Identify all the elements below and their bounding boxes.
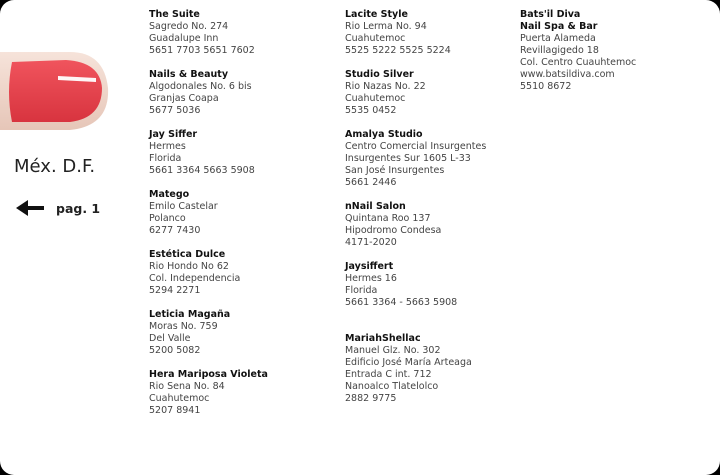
salon-detail-line: 5207 8941	[149, 405, 201, 416]
salon-name: Bats'il Diva	[520, 9, 581, 20]
salon-detail-line: Florida	[149, 153, 182, 164]
salon-detail-line: 5651 7703 5651 7602	[149, 45, 255, 56]
salon-detail-line: Edificio José María Arteaga	[345, 357, 472, 368]
salon-detail-line: Entrada C int. 712	[345, 369, 432, 380]
salon-entry	[149, 189, 319, 237]
salon-detail-line: Del Valle	[149, 333, 191, 344]
salon-detail-line: 5661 2446	[345, 177, 397, 188]
salon-website-link[interactable]: www.batsildiva.com	[520, 69, 615, 80]
salon-name: Hera Mariposa Violeta	[149, 369, 268, 380]
salon-name: Jaysiffert	[345, 261, 394, 272]
salon-name: Matego	[149, 189, 190, 200]
salon-entry	[149, 129, 319, 177]
salon-name: MariahShellac	[345, 333, 421, 344]
salon-detail-line: Sagredo No. 274	[149, 21, 229, 32]
salon-detail-line: Cuahutemoc	[345, 93, 406, 104]
salon-detail-line: Cuahutemoc	[149, 393, 210, 404]
salon-entry	[345, 261, 520, 309]
salon-detail-line: Quintana Roo 137	[345, 213, 431, 224]
salon-entry	[149, 249, 319, 297]
salon-name: Leticia Magaña	[149, 309, 231, 320]
salon-name: nNail Salon	[345, 201, 406, 212]
salon-name: Estética Dulce	[149, 249, 226, 260]
location-label: Méx. D.F.	[14, 156, 96, 177]
salon-detail-line: Manuel Glz. No. 302	[345, 345, 441, 356]
salon-detail-line: Rio Sena No. 84	[149, 381, 225, 392]
salon-detail-line: 5294 2271	[149, 285, 201, 296]
salon-entry	[149, 369, 319, 417]
salon-detail-line: Rio Nazas No. 22	[345, 81, 426, 92]
salon-detail-line: Insurgentes Sur 1605 L-33	[345, 153, 471, 164]
salon-detail-line: Guadalupe Inn	[149, 33, 219, 44]
salon-name: Lacite Style	[345, 9, 408, 20]
salon-detail-line: Centro Comercial Insurgentes	[345, 141, 487, 152]
salon-detail-line: Florida	[345, 285, 378, 296]
salon-detail-line: Moras No. 759	[149, 321, 218, 332]
salon-detail-line: Algodonales No. 6 bis	[149, 81, 252, 92]
salon-entry	[149, 9, 319, 57]
salon-entry	[520, 9, 710, 93]
salon-entry	[345, 201, 520, 249]
salon-name: Jay Siffer	[149, 129, 198, 140]
salon-entry	[345, 69, 520, 117]
salon-entry	[345, 333, 520, 405]
salon-detail-line: 4171-2020	[345, 237, 397, 248]
salon-detail-line: Revillagigedo 18	[520, 45, 599, 56]
salon-entry	[345, 129, 520, 189]
salon-detail-line: 5525 5222 5525 5224	[345, 45, 451, 56]
salon-detail-line: 6277 7430	[149, 225, 201, 236]
salon-subname: Nail Spa & Bar	[520, 21, 598, 32]
salon-detail-line: Nanoalco Tlatelolco	[345, 381, 439, 392]
salon-detail-line: Hermes	[149, 141, 186, 152]
salon-entry	[149, 69, 319, 117]
salon-detail-line: 5535 0452	[345, 105, 397, 116]
directory-column-1	[149, 9, 319, 429]
back-page-link[interactable]	[14, 198, 100, 218]
salon-detail-line: Rio Lerma No. 94	[345, 21, 427, 32]
salon-entry	[345, 9, 520, 57]
back-page-label: pag. 1	[56, 200, 101, 216]
salon-detail-line: Puerta Alameda	[520, 33, 596, 44]
salon-detail-line: 5677 5036	[149, 105, 201, 116]
salon-detail-line: Polanco	[149, 213, 186, 224]
salon-detail-line: Emilo Castelar	[149, 201, 218, 212]
salon-detail-line: Col. Independencia	[149, 273, 241, 284]
arrow-left-icon	[14, 198, 46, 218]
salon-name: Nails & Beauty	[149, 69, 229, 80]
salon-detail-line: 2882 9775	[345, 393, 397, 404]
salon-name: The Suite	[149, 9, 200, 20]
salon-detail-line: San José Insurgentes	[345, 165, 445, 176]
salon-detail-line: 5200 5082	[149, 345, 201, 356]
salon-name: Amalya Studio	[345, 129, 423, 140]
salon-detail-line: Col. Centro Cuauhtemoc	[520, 57, 637, 68]
salon-detail-line: 5661 3364 5663 5908	[149, 165, 255, 176]
salon-detail-line: 5510 8672	[520, 81, 572, 92]
salon-detail-line: 5661 3364 - 5663 5908	[345, 297, 458, 308]
salon-detail-line: Granjas Coapa	[149, 93, 219, 104]
salon-detail-line: Cuahutemoc	[345, 33, 406, 44]
painted-nail-icon	[0, 48, 112, 132]
directory-column-3	[520, 9, 710, 105]
directory-column-2	[345, 9, 520, 417]
salon-detail-line: Hermes 16	[345, 273, 397, 284]
salon-detail-line: Hipodromo Condesa	[345, 225, 442, 236]
salon-entry	[149, 309, 319, 357]
salon-name: Studio Silver	[345, 69, 414, 80]
salon-detail-line: Rio Hondo No 62	[149, 261, 229, 272]
